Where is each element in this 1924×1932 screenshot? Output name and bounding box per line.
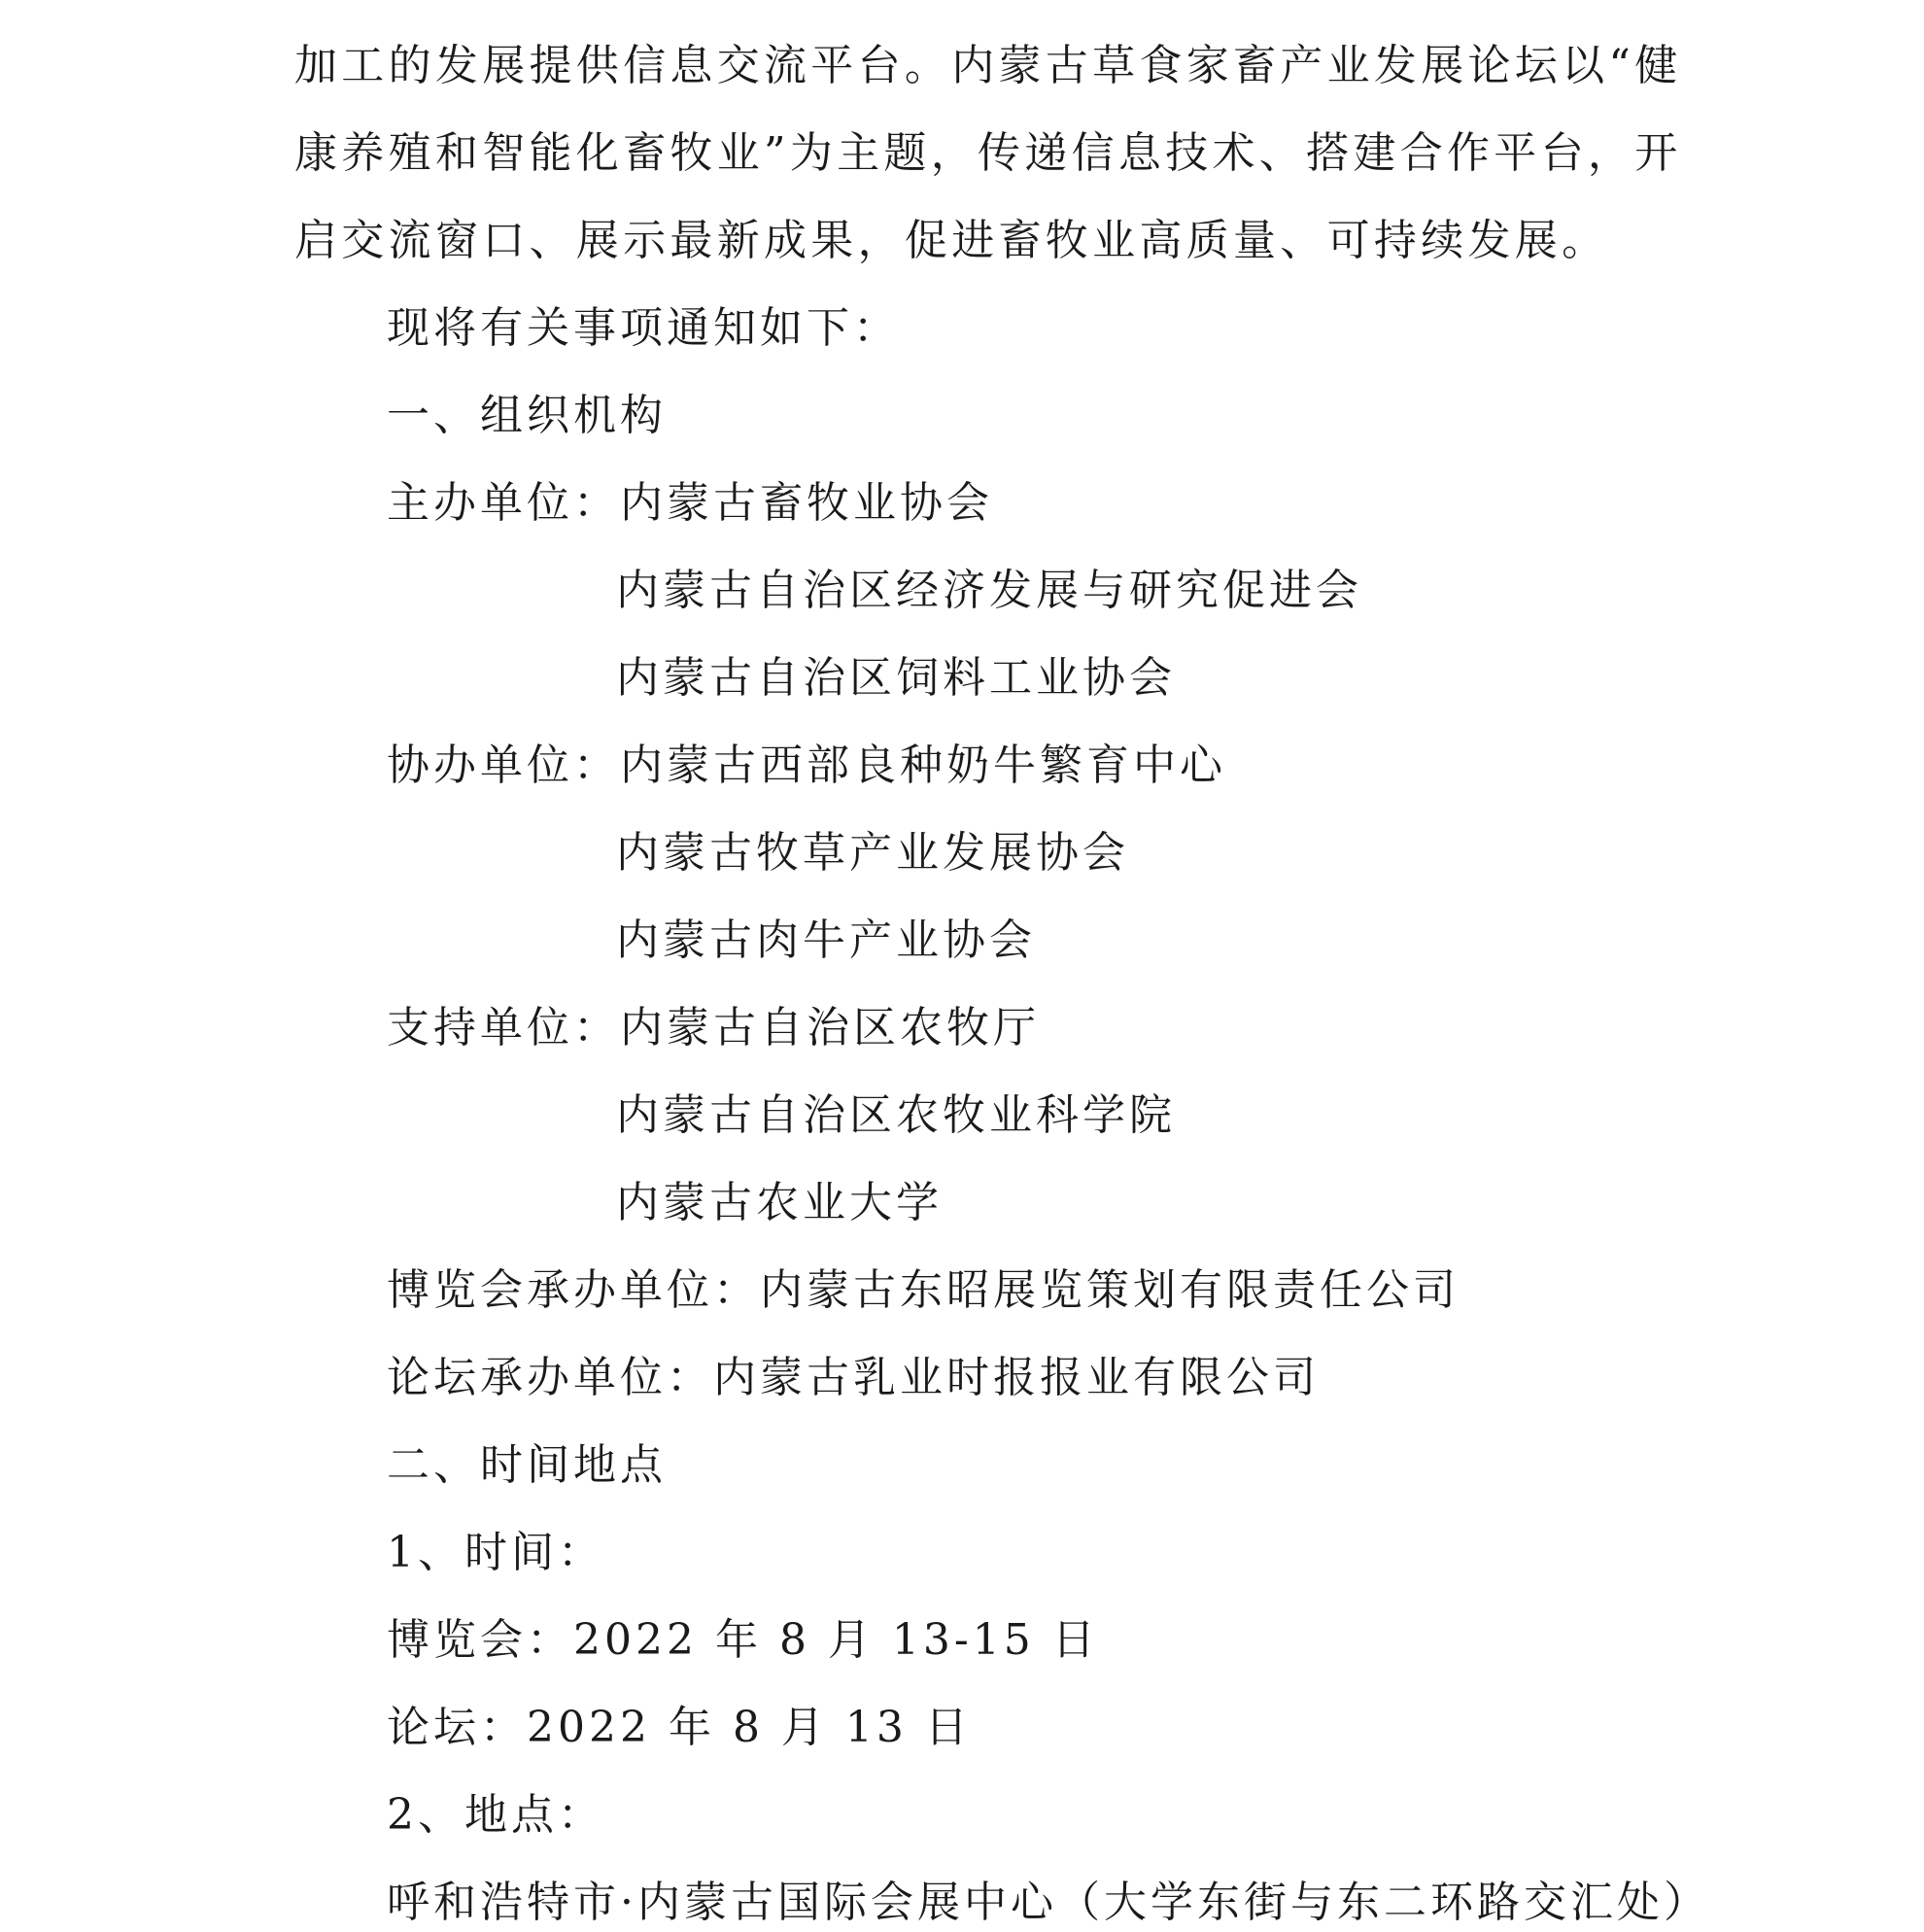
intro-paragraph-line-3: 启交流窗口、展示最新成果，促进畜牧业高质量、可持续发展。 <box>294 216 1609 265</box>
co-host-row <box>387 737 1226 795</box>
section-heading-organization: 一、组织机构 <box>387 391 667 440</box>
co-host-label: 协办单位： <box>387 741 620 790</box>
place-label: 2、地点： <box>387 1790 604 1840</box>
host-row <box>387 474 993 533</box>
expo-organizer: 博览会承办单位：内蒙古东昭展览策划有限责任公司 <box>387 1265 1460 1315</box>
host-org-3: 内蒙古自治区饲料工业协会 <box>616 653 1176 703</box>
host-org-2: 内蒙古自治区经济发展与研究促进会 <box>616 566 1362 615</box>
support-row <box>387 999 1040 1057</box>
notice-lead: 现将有关事项通知如下： <box>387 303 900 353</box>
co-host-org-1: 内蒙古西部良种奶牛繁育中心 <box>620 741 1226 790</box>
host-org-1: 内蒙古畜牧业协会 <box>620 478 993 528</box>
support-org-1: 内蒙古自治区农牧厅 <box>620 1003 1040 1052</box>
time-label: 1、时间： <box>387 1528 604 1577</box>
forum-organizer: 论坛承办单位：内蒙古乳业时报报业有限公司 <box>387 1353 1320 1402</box>
support-org-2: 内蒙古自治区农牧业科学院 <box>616 1090 1176 1140</box>
co-host-org-3: 内蒙古肉牛产业协会 <box>616 915 1036 965</box>
support-org-3: 内蒙古农业大学 <box>616 1178 943 1227</box>
host-label: 主办单位： <box>387 478 620 528</box>
intro-paragraph-line-1: 加工的发展提供信息交流平台。内蒙古草食家畜产业发展论坛以“健 <box>294 41 1682 90</box>
forum-time: 论坛：2022 年 8 月 13 日 <box>387 1703 972 1752</box>
support-label: 支持单位： <box>387 1003 620 1052</box>
co-host-org-2: 内蒙古牧草产业发展协会 <box>616 828 1129 878</box>
expo-time: 博览会：2022 年 8 月 13-15 日 <box>387 1615 1099 1665</box>
venue-address: 呼和浩特市·内蒙古国际会展中心（大学东街与东二环路交汇处） <box>387 1878 1710 1927</box>
intro-paragraph-line-2: 康养殖和智能化畜牧业”为主题，传递信息技术、搭建合作平台，开 <box>294 128 1682 178</box>
section-heading-time-place: 二、时间地点 <box>387 1440 667 1490</box>
